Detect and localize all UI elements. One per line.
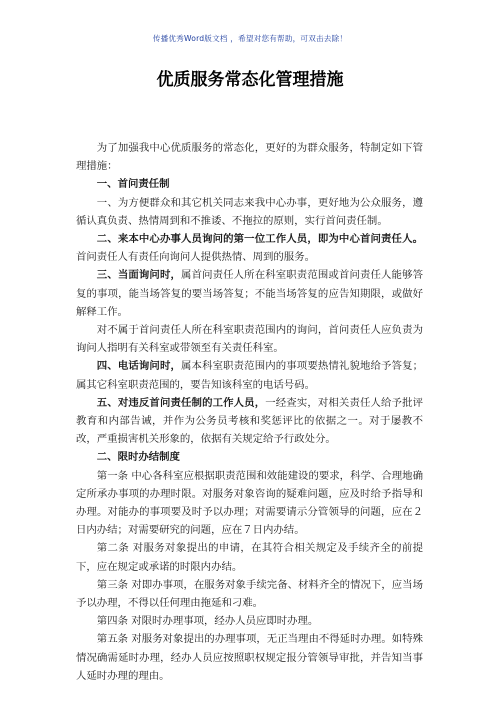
paragraph-text: 属本科室职责范围内的事项要热情礼貌地给予答复；属其它科室职责范围的，要告知该科室的电话号码。 — [76, 360, 423, 391]
article-paragraph: 第一条 中心各科室应根据职责范围和效能建设的要求，科学、合理地确定所承办事项的办理时限。对服务对象咨询的疑难问题，应及时给予指导和办理。对能办的事项要及时予以办理；对需要请示分管领导的问题，应在２日内办结；对需要研究的问题，应在７日内办结。 — [76, 469, 423, 537]
intro-paragraph: 为了加强我中心优质服务的常态化，更好的为群众服务，特制定如下管理措施： — [76, 142, 423, 173]
paragraph-text: 属首问责任人所在科室职责范围或首问责任人能够答复的事项，能当场答复的要当场答复；不能当场答复的应告知期限，或做好解释工作。 — [76, 269, 423, 318]
paragraph: 一、为方便群众和其它机关同志来我中心办事，更好地为公众服务，遵循认真负责、热情周到和不推诿、不拖拉的原则，实行首问责任制。 — [76, 196, 423, 227]
paragraph-text: 一经查实，对相关责任人给予批评教育和内部告诫，并作为公务员考核和奖惩评比的依据之一。对于屡教不改，严重损害机关形象的，依据有关规定给予行政处分。 — [76, 396, 424, 446]
article-paragraph: 第五条 对服务对象提出的办理事项，无正当理由不得延时办理。如特殊情况确需延时办理，经办人员应按照职权规定报分管领导审批，并告知当事人延时办理的理由。 — [76, 633, 423, 682]
paragraph-lead: 二、来本中心办事人员询问的第一位工作人员，即为中心首问责任人。 — [96, 233, 423, 246]
paragraph — [76, 394, 423, 449]
paragraph — [76, 357, 423, 393]
paragraph: 对不属于首问责任人所在科室职责范围内的询问，首问责任人应负责为询问人指明有关科室或带领至有关责任科室。 — [76, 324, 423, 355]
document-body — [76, 139, 423, 685]
section-heading-first-inquiry: 一、首问责任制 — [96, 178, 170, 191]
paragraph — [76, 266, 423, 321]
paragraph-lead: 四、电话询问时， — [96, 360, 182, 373]
paragraph-lead: 三、当面询问时， — [96, 269, 182, 282]
section-heading-time-limit: 二、限时办结制度 — [96, 451, 180, 464]
paragraph — [76, 230, 423, 266]
paragraph-text: 首问责任人有责任向询问人提供热情、周到的服务。 — [76, 251, 315, 264]
article-paragraph: 第二条 对服务对象提出的申请，在其符合相关规定及手续齐全的前提下，应在规定或承诺的时限内办结。 — [76, 542, 423, 573]
article-paragraph: 第三条 对即办事项，在服务对象手续完备、材料齐全的情况下，应当场予以办理，不得以任何理由拖延和刁难。 — [76, 578, 423, 610]
paragraph-lead: 五、对违反首问责任制的工作人员， — [96, 396, 266, 409]
article-paragraph: 第四条 对限时办理事项，经办人员应即时办理。 — [96, 615, 319, 628]
document-title: 优质服务常态化管理措施 — [156, 70, 344, 90]
header-note: 传播优秀Word版文档 ，希望对您有帮助，可双击去除！ — [152, 34, 348, 43]
